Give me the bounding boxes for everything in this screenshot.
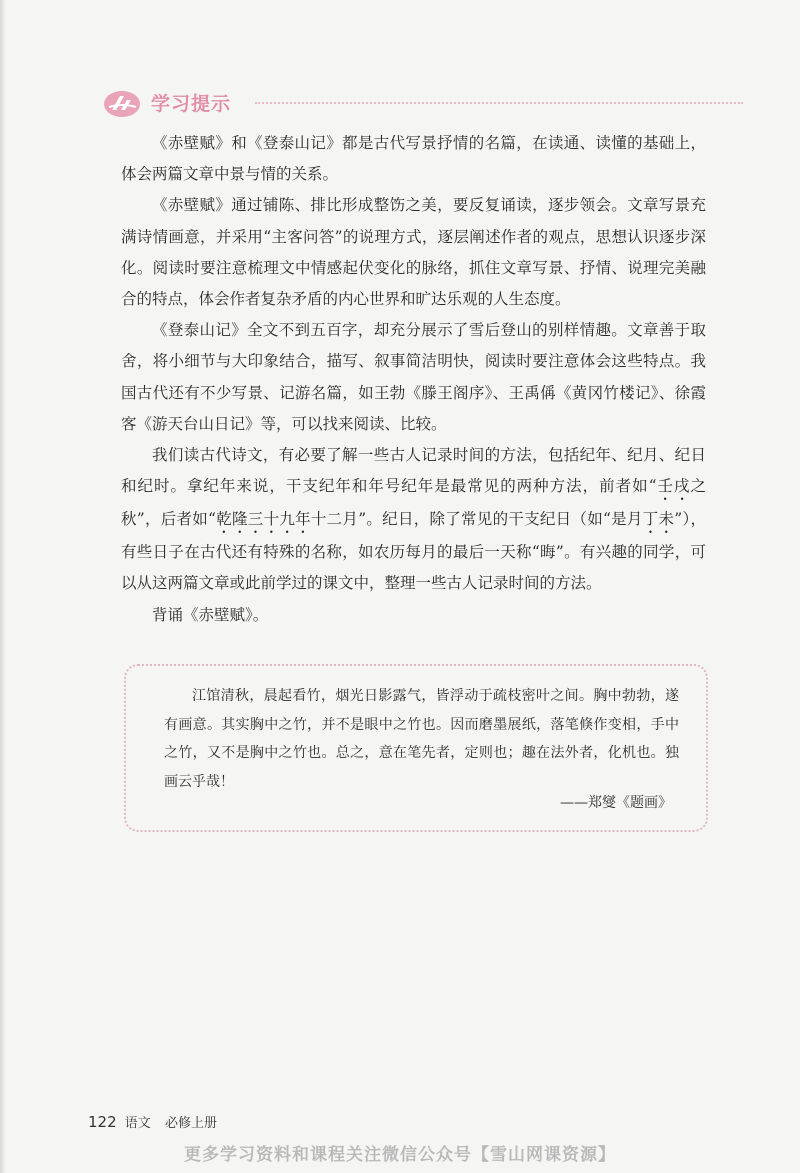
study-tip-logo-icon <box>103 88 141 118</box>
time-text-2: 之秋”，后者如“ <box>121 477 706 529</box>
section-title: 学习提示 <box>151 93 232 115</box>
emphasis-renxu: 壬戌 <box>656 477 691 496</box>
footer-volume: 必修上册 <box>164 1116 217 1131</box>
time-text-1: 我们读古代诗文，有必要了解一些古人记录时间的方法，包括纪年、纪月、纪日和纪时。拿纪年来说，干支纪年和年号纪年是最常见的两种方法，前者如“ <box>121 446 706 496</box>
paragraph-2: 《赤壁赋》通过铺陈、排比形成整饬之美，要反复诵读，逐步领会。文章写景充满诗情画意，并采用“主客问答”的说理方式，逐层阐述作者的观点，思想认识逐步深化。阅读时要注意梳理文中情感起伏变化的脉络，抓住文章写景、抒情、说理完美融合的特点，体会作者复杂矛盾的内心世界和旷达乐观的人生态度。 <box>121 196 706 309</box>
quote-text: 江馆清秋，晨起看竹，烟光日影露气，皆浮动于疏枝密叶之间。胸中勃勃，遂有画意。其实胸中之竹，并不是眼中之竹也。因而磨墨展纸，落笔倏作变相，手中之竹，又不是胸中之竹也。总之，意在笔先者，定则也；趣在法外者，化机也。独画云乎哉！ <box>164 688 679 790</box>
time-text-3: 十二月”。纪日，除了常见的干支纪日（如“是月 <box>310 510 643 529</box>
section-header <box>103 88 743 118</box>
quote-box <box>124 664 708 832</box>
quote-source: ——郑燮《题画》 <box>560 795 672 811</box>
emphasis-dingwei: 丁未 <box>642 510 675 529</box>
study-tips-body <box>121 128 706 631</box>
header-dotted-rule <box>255 102 743 104</box>
page-footer <box>88 1112 217 1131</box>
page-edge <box>0 0 6 1173</box>
footer-subject: 语文 <box>124 1116 151 1131</box>
watermark: 更多学习资料和课程关注微信公众号【雪山网课资源】 <box>184 1145 616 1165</box>
page-number: 122 <box>88 1113 117 1131</box>
paragraph-1: 《赤壁赋》和《登泰山记》都是古代写景抒情的名篇，在读通、读懂的基础上，体会两篇文章中景与情的关系。 <box>121 134 706 184</box>
paragraph-3: 《登泰山记》全文不到五百字，却充分展示了雪后登山的别样情趣。文章善于取舍，将小细节与大印象结合，描写、叙事简洁明快，阅读时要注意体会这些特点。我国古代还有不少写景、记游名篇，如王勃《滕王阁序》、王禹偁《黄冈竹楼记》、徐霞客《游天台山日记》等，可以找来阅读、比较。 <box>121 321 706 433</box>
recite-instruction: 背诵《赤壁赋》。 <box>152 605 269 624</box>
paragraph-time-recording <box>121 440 706 600</box>
time-text-4: ”），有些日子在古代还有特殊的名称，如农历每月的最后一天称“晦”。有兴趣的同学，可以从这两篇文章或此前学过的课文中，整理一些古人记录时间的方法。 <box>121 510 706 593</box>
emphasis-qianlong: 乾隆三十九年 <box>215 510 311 529</box>
